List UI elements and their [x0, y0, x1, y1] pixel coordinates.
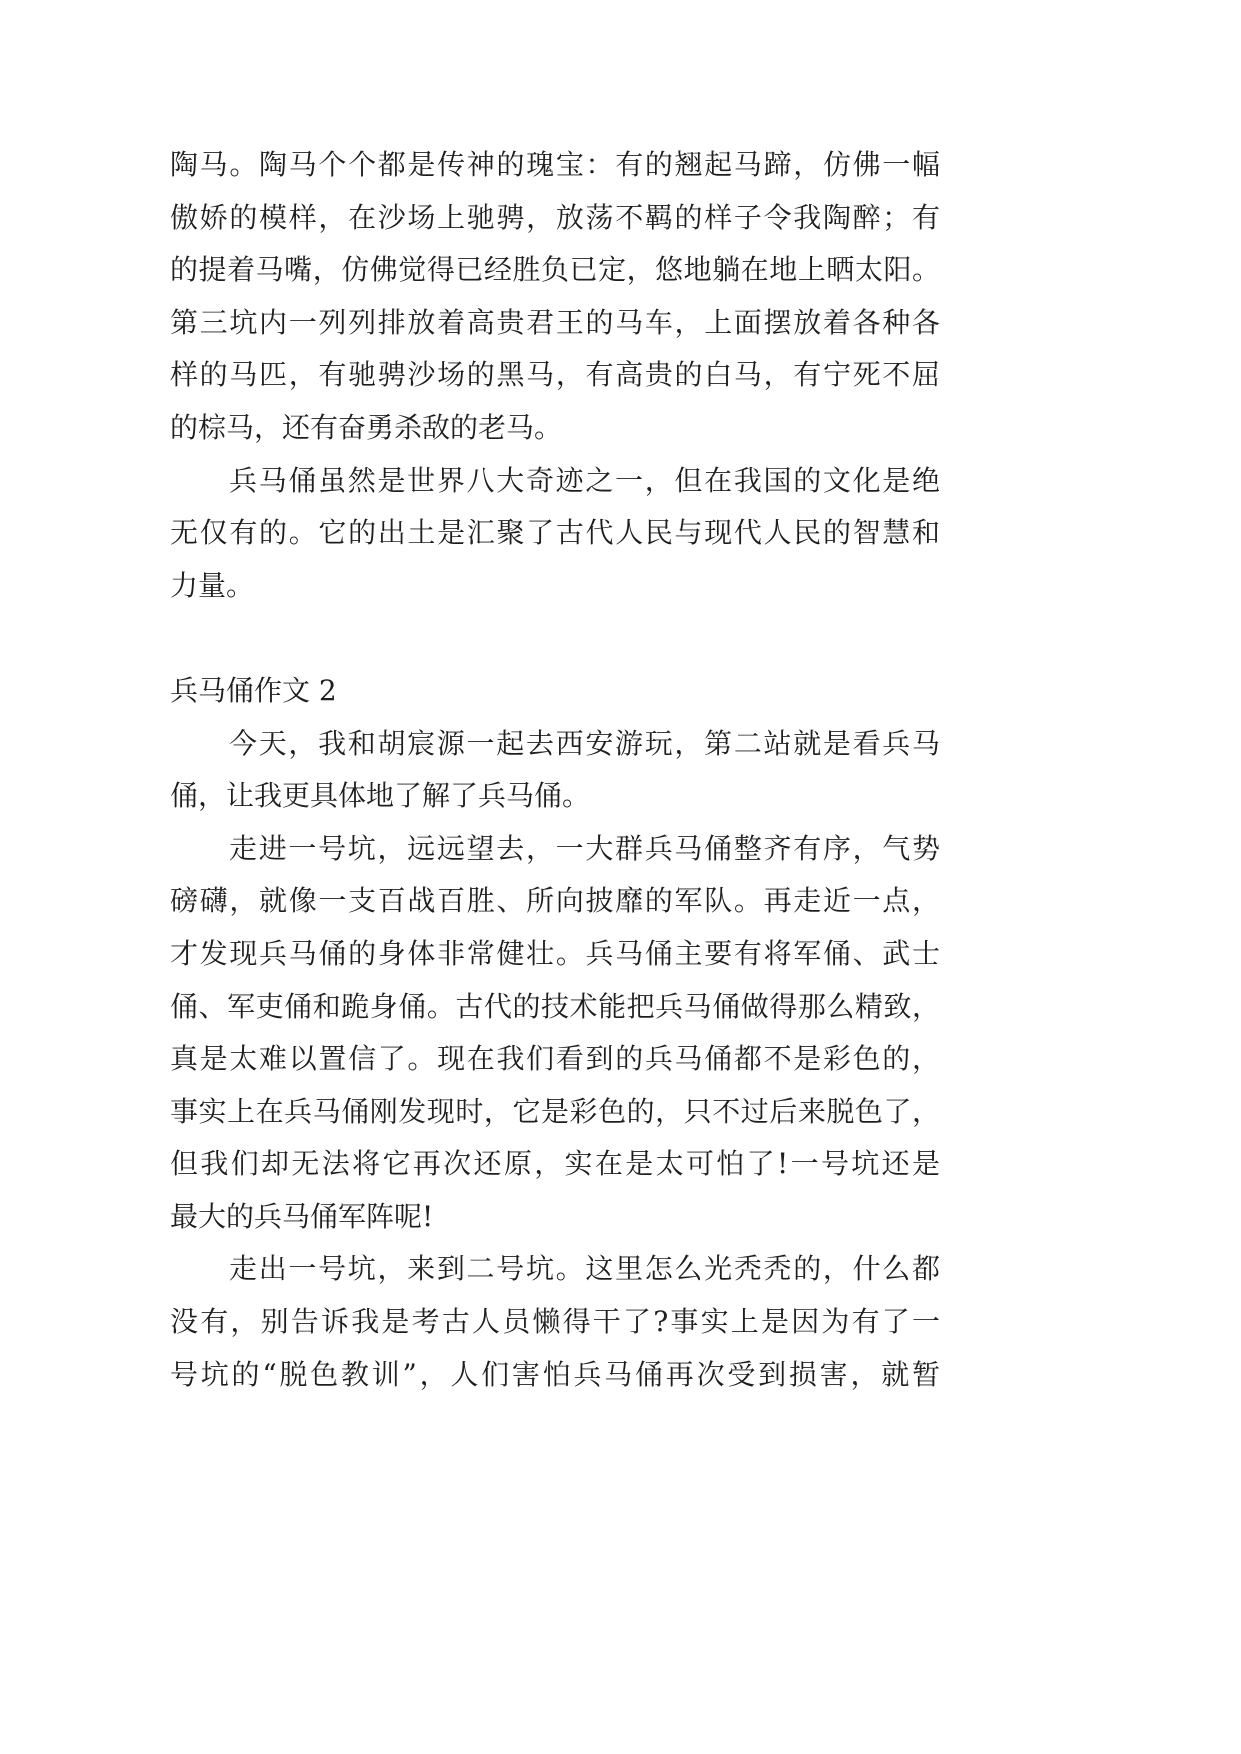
text-line: 力量。: [170, 568, 255, 602]
text-line: 但我们却无法将它再次还原，实在是太可怕了!一号坑还是: [170, 1147, 940, 1181]
text-line: 俑，让我更具体地了解了兵马俑。: [170, 779, 591, 813]
text-line: 号坑的“脱色教训”，人们害怕兵马俑再次受到损害，就暂: [170, 1357, 940, 1391]
text-line: 事实上在兵马俑刚发现时，它是彩色的，只不过后来脱色了，: [170, 1094, 940, 1128]
text-line: 兵马俑虽然是世界八大奇迹之一，但在我国的文化是绝: [229, 463, 940, 497]
text-line: 没有，别告诉我是考古人员懒得干了?事实上是因为有了一: [170, 1305, 940, 1339]
text-line: 才发现兵马俑的身体非常健壮。兵马俑主要有将军俑、武士: [170, 936, 940, 970]
text-line: 的提着马嘴，仿佛觉得已经胜负已定，悠地躺在地上晒太阳。: [170, 253, 940, 287]
text-line: 傲娇的模样，在沙场上驰骋，放荡不羁的样子令我陶醉；有: [170, 200, 940, 234]
text-line: 真是太难以置信了。现在我们看到的兵马俑都不是彩色的，: [170, 1042, 940, 1076]
text-line: 今天，我和胡宸源一起去西安游玩，第二站就是看兵马: [229, 726, 940, 760]
text-line: 陶马。陶马个个都是传神的瑰宝：有的翘起马蹄，仿佛一幅: [170, 148, 940, 181]
text-line: 无仅有的。它的出土是汇聚了古代人民与现代人民的智慧和: [170, 516, 940, 550]
text-line: 俑、军吏俑和跪身俑。古代的技术能把兵马俑做得那么精致，: [170, 989, 940, 1023]
blank-line: [170, 612, 940, 665]
text-line: 走进一号坑，远远望去，一大群兵马俑整齐有序，气势: [229, 831, 940, 865]
text-line: 磅礴，就像一支百战百胜、所向披靡的军队。再走近一点，: [170, 884, 940, 918]
text-line: 样的马匹，有驰骋沙场的黑马，有高贵的白马，有宁死不屈: [170, 358, 940, 392]
document-body: [170, 139, 940, 1401]
text-line: 的棕马，还有奋勇杀敌的老马。: [170, 410, 563, 444]
text-line: 第三坑内一列列排放着高贵君王的马车，上面摆放着各种各: [170, 305, 940, 339]
text-line: 最大的兵马俑军阵呢!: [170, 1199, 434, 1233]
text-line: 走出一号坑，来到二号坑。这里怎么光秃秃的，什么都: [229, 1252, 940, 1286]
section-heading: 兵马俑作文 2: [170, 673, 337, 707]
